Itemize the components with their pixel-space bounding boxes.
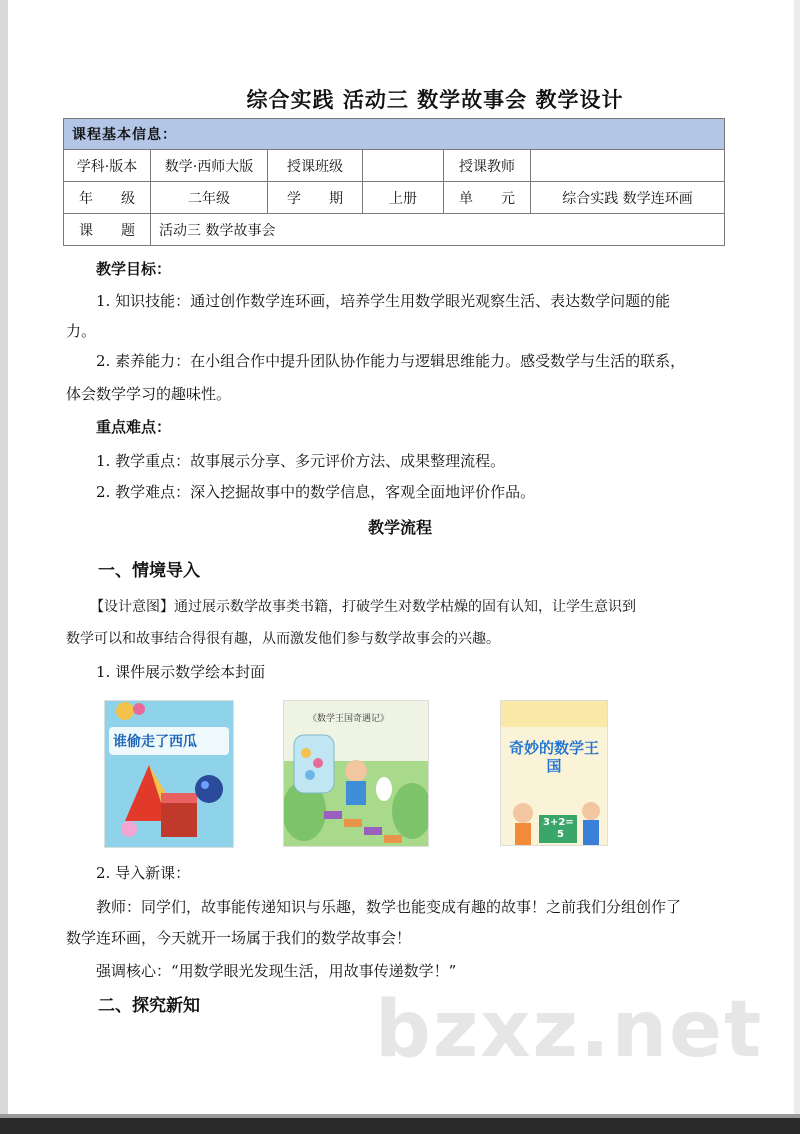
section-1-step-2: 2. 导入新课： [96, 864, 191, 882]
goals-heading: 教学目标： [96, 260, 172, 278]
book-cover-3-formula: 3+2= [543, 817, 574, 828]
cell-term-value: 上册 [363, 182, 444, 214]
book-cover-2 [283, 700, 429, 847]
core-emphasis: 强调核心：“用数学眼光发现生活，用故事传递数学！” [96, 962, 457, 980]
cell-topic-value: 活动三 数学故事会 [151, 214, 725, 246]
cell-unit-value: 综合实践 数学连环画 [531, 182, 725, 214]
table-row [64, 182, 725, 214]
section-2-heading: 二、探究新知 [98, 996, 200, 1016]
goal-1-line-2: 力。 [66, 322, 97, 340]
section-1-step-1: 1. 课件展示数学绘本封面 [96, 663, 266, 681]
cell-grade-label: 年 级 [64, 182, 151, 214]
goal-2-line-1: 2. 素养能力：在小组合作中提升团队协作能力与逻辑思维能力。感受数学与生活的联系， [96, 352, 686, 370]
course-info-table [63, 118, 725, 246]
flow-title: 教学流程 [367, 518, 432, 537]
page-right-edge [794, 0, 800, 1134]
cell-teacher-value [531, 150, 725, 182]
keypoint-2: 2. 教学难点：深入挖掘故事中的数学信息，客观全面地评价作品。 [96, 483, 536, 501]
teacher-line-1: 教师：同学们，故事能传递知识与乐趣，数学也能变成有趣的故事！之前我们分组创作了 [96, 898, 682, 916]
cell-subject-value: 数学·西师大版 [151, 150, 268, 182]
cell-term-label: 学 期 [268, 182, 363, 214]
book-cover-1 [104, 700, 234, 848]
cell-grade-value: 二年级 [151, 182, 268, 214]
document-title: 综合实践 活动三 数学故事会 教学设计 [246, 88, 624, 112]
goal-1-line-1: 1. 知识技能：通过创作数学连环画，培养学生用数学眼光观察生活、表达数学问题的能 [96, 292, 671, 310]
book-cover-3-title: 奇妙的数学王国 [508, 739, 599, 775]
keypoints-heading: 重点难点： [96, 418, 172, 436]
viewer-bottom-bar [0, 1118, 800, 1134]
book-cover-3 [500, 700, 608, 846]
page-left-edge [0, 0, 8, 1134]
cell-teacher-label: 授课教师 [444, 150, 531, 182]
section-1-intent-line-1: 【设计意图】通过展示数学故事类书籍，打破学生对数学枯燥的固有认知，让学生意识到 [90, 599, 636, 615]
section-1-intent-line-2: 数学可以和故事结合得很有趣，从而激发他们参与数学故事会的兴趣。 [66, 631, 500, 647]
teacher-line-2: 数学连环画，今天就开一场属于我们的数学故事会！ [66, 929, 412, 947]
table-row [64, 214, 725, 246]
table-row [64, 150, 725, 182]
cell-topic-label: 课 题 [64, 214, 151, 246]
section-1-heading: 一、情境导入 [98, 561, 200, 581]
cell-unit-label: 单 元 [444, 182, 531, 214]
cell-class-label: 授课班级 [268, 150, 363, 182]
cell-subject-label: 学科·版本 [64, 150, 151, 182]
keypoint-1: 1. 教学重点：故事展示分享、多元评价方法、成果整理流程。 [96, 452, 506, 470]
watermark: bzxz.net [375, 985, 764, 1075]
book-cover-2-title: 《数学王国奇遇记》 [308, 714, 390, 724]
book-cover-3-number: 5 [557, 829, 564, 840]
book-cover-1-illustration [105, 701, 233, 847]
cell-class-value [363, 150, 444, 182]
table-header: 课程基本信息： [64, 119, 725, 150]
book-cover-1-title: 谁偷走了西瓜 [113, 734, 197, 750]
goal-2-line-2: 体会数学学习的趣味性。 [66, 385, 232, 403]
